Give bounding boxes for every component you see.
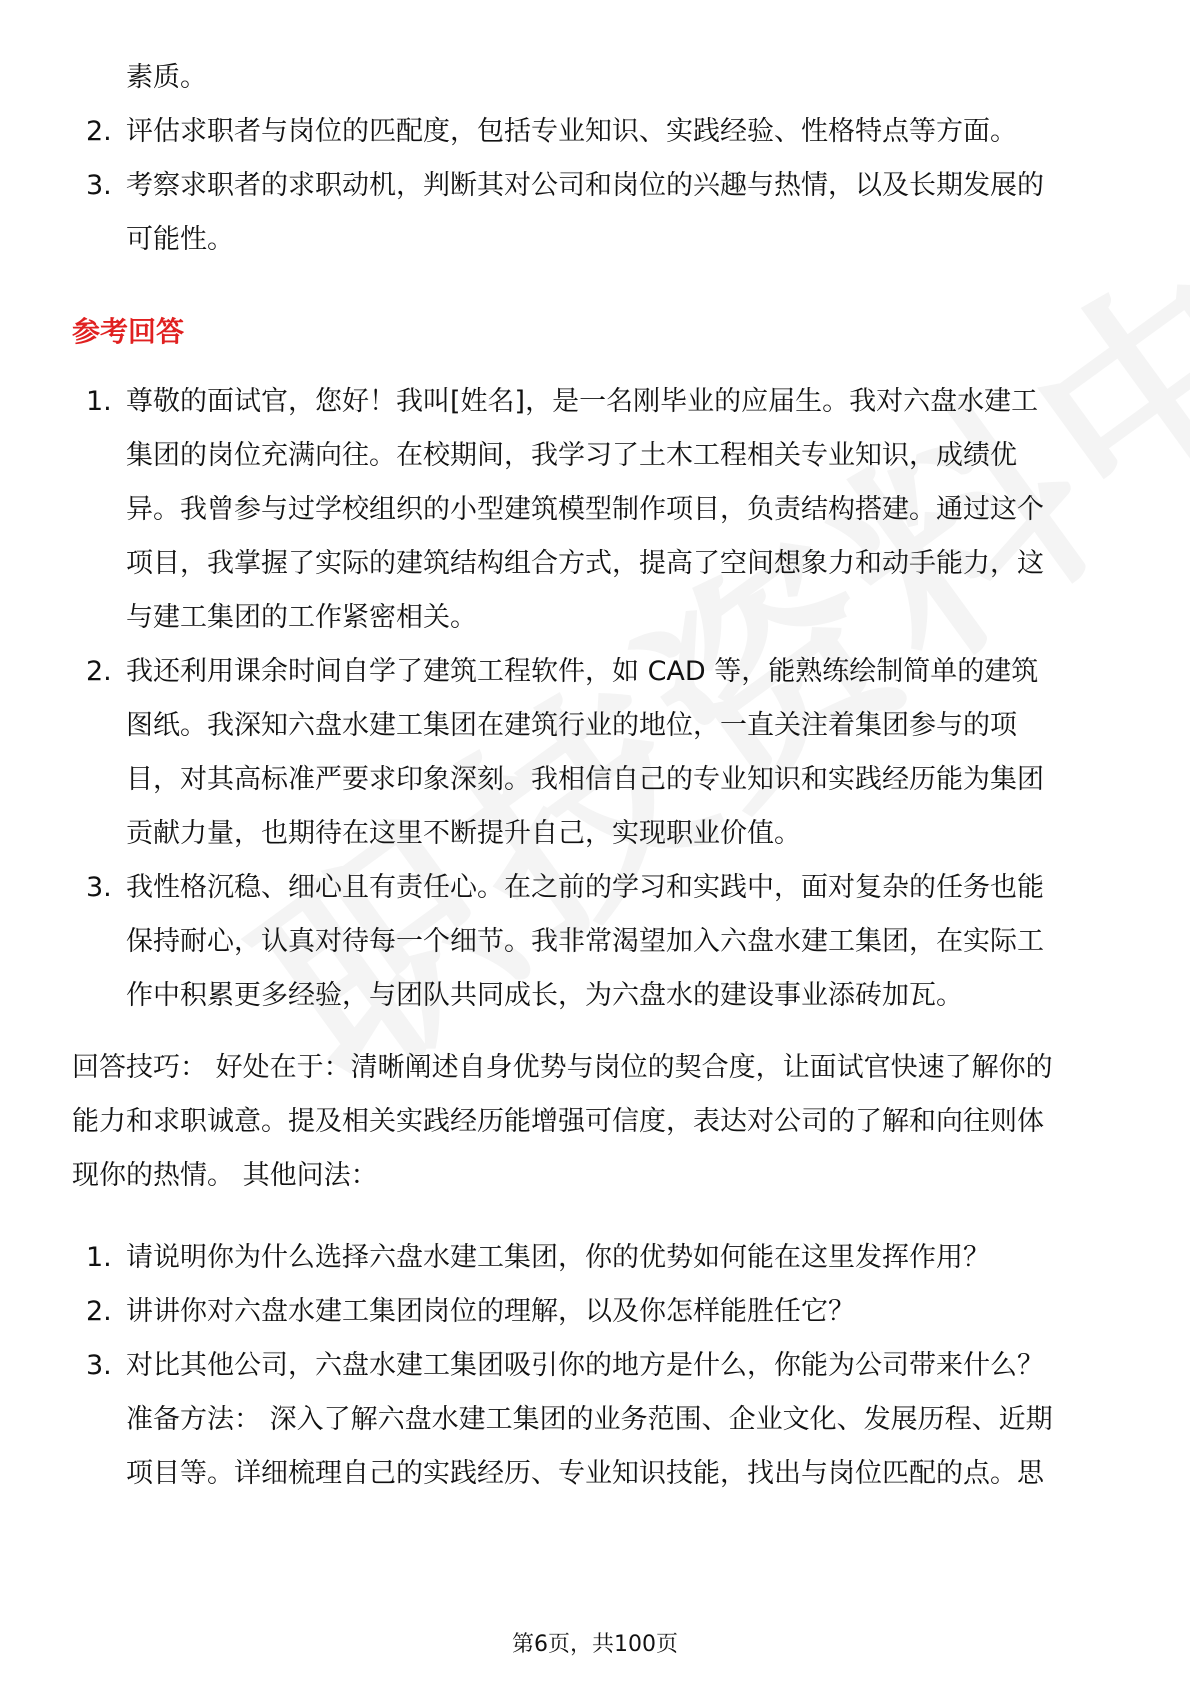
tips-text: 回答技巧： 好处在于：清晰阐述自身优势与岗位的契合度，让面试官快速了解你的 bbox=[72, 1052, 1053, 1083]
answer-text: 目，对其高标准严要求印象深刻。我相信自己的专业知识和实践经历能为集团 bbox=[126, 764, 1044, 795]
list-item-number: 2. bbox=[86, 116, 112, 147]
question-text: 请说明你为什么选择六盘水建工集团，你的优势如何能在这里发挥作用？ bbox=[126, 1242, 990, 1273]
answer-text: 与建工集团的工作紧密相关。 bbox=[126, 602, 477, 633]
answer-text: 集团的岗位充满向往。在校期间，我学习了土木工程相关专业知识，成绩优 bbox=[126, 440, 1017, 471]
page-footer: 第6页，共100页 bbox=[512, 1632, 678, 1657]
answer-text: 异。我曾参与过学校组织的小型建筑模型制作项目，负责结构搭建。通过这个 bbox=[126, 494, 1044, 525]
question-number: 2. bbox=[86, 1296, 112, 1327]
answer-text: 我性格沉稳、细心且有责任心。在之前的学习和实践中，面对复杂的任务也能 bbox=[126, 872, 1044, 903]
answer-text: 项目，我掌握了实际的建筑结构组合方式，提高了空间想象力和动手能力，这 bbox=[126, 548, 1044, 579]
tips-text: 现你的热情。 其他问法： bbox=[72, 1160, 378, 1191]
answer-text: 保持耐心，认真对待每一个细节。我非常渴望加入六盘水建工集团，在实际工 bbox=[126, 926, 1044, 957]
list-item-text: 考察求职者的求职动机，判断其对公司和岗位的兴趣与热情，以及长期发展的 bbox=[126, 170, 1044, 201]
question-number: 3. bbox=[86, 1350, 112, 1381]
question-text: 准备方法： 深入了解六盘水建工集团的业务范围、企业文化、发展历程、近期 bbox=[126, 1404, 1053, 1435]
question-text: 对比其他公司，六盘水建工集团吸引你的地方是什么，你能为公司带来什么？ bbox=[126, 1350, 1044, 1381]
list-item-number: 3. bbox=[86, 170, 112, 201]
answer-text: 尊敬的面试官，您好！我叫[姓名]，是一名刚毕业的应届生。我对六盘水建工 bbox=[126, 386, 1039, 417]
answer-text: 作中积累更多经验，与团队共同成长，为六盘水的建设事业添砖加瓦。 bbox=[126, 980, 963, 1011]
question-number: 1. bbox=[86, 1242, 112, 1273]
list-item-continuation: 素质。 bbox=[126, 62, 207, 93]
list-item-text: 评估求职者与岗位的匹配度，包括专业知识、实践经验、性格特点等方面。 bbox=[126, 116, 1017, 147]
answer-number: 3. bbox=[86, 872, 112, 903]
section-title: 参考回答 bbox=[72, 315, 185, 348]
question-text: 讲讲你对六盘水建工集团岗位的理解，以及你怎样能胜任它？ bbox=[126, 1296, 855, 1327]
answer-number: 2. bbox=[86, 656, 112, 687]
answer-text: 图纸。我深知六盘水建工集团在建筑行业的地位，一直关注着集团参与的项 bbox=[126, 710, 1017, 741]
answer-text: 我还利用课余时间自学了建筑工程软件，如 CAD 等，能熟练绘制简单的建筑 bbox=[126, 656, 1039, 687]
list-item-text: 可能性。 bbox=[126, 224, 234, 255]
answer-text: 贡献力量，也期待在这里不断提升自己，实现职业价值。 bbox=[126, 818, 801, 849]
answer-number: 1. bbox=[86, 386, 112, 417]
tips-text: 能力和求职诚意。提及相关实践经历能增强可信度，表达对公司的了解和向往则体 bbox=[72, 1106, 1044, 1137]
question-text: 项目等。详细梳理自己的实践经历、专业知识技能，找出与岗位匹配的点。思 bbox=[126, 1458, 1044, 1489]
